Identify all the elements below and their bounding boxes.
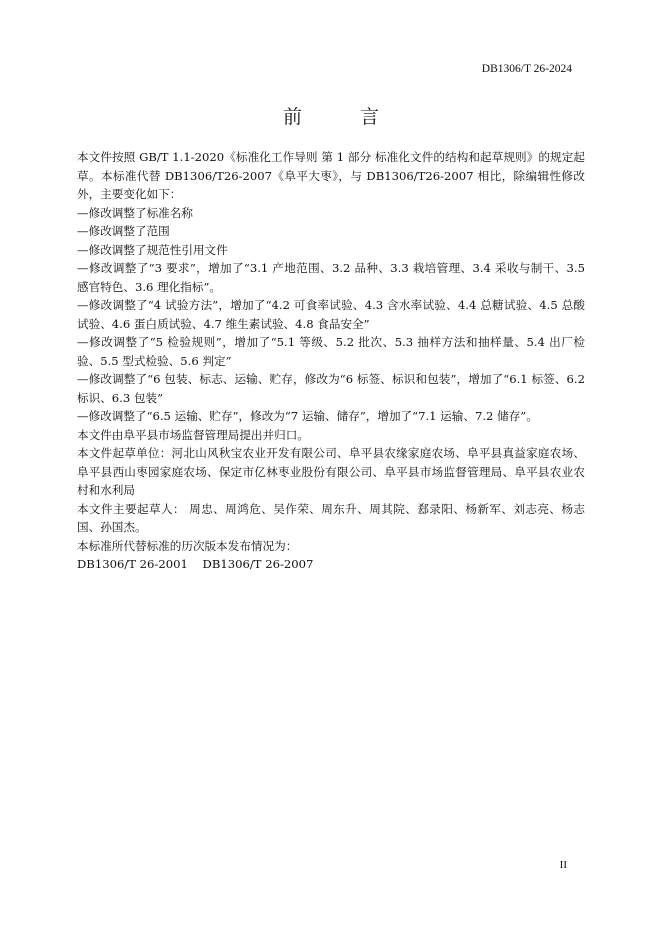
change-item-packaging: —修改调整了“6 包装、标志、运输、贮存，修改为“6 标签、标识和包装”，增加了“6.1 标签、6.2 标识、6.3 包装”: [77, 372, 585, 405]
page-number: II: [559, 859, 567, 871]
paragraph-proposer: 本文件由阜平县市场监督管理局提出并归口。: [77, 427, 309, 442]
page-title: 前 言: [282, 106, 406, 128]
foreword-body: [77, 148, 585, 574]
standard-code-header: DB1306/T 26-2024: [481, 63, 572, 75]
change-item-test-methods: —修改调整了“4 试验方法”，增加了“4.2 可食率试验、4.3 含水率试验、4.4 总糖试验、4.5 总酸试验、4.6 蛋白质试验、4.7 维生素试验、4.8 食品安全”: [77, 298, 585, 331]
change-item-references: —修改调整了规范性引用文件: [77, 242, 228, 257]
paragraph-history-intro: 本标准所代替标准的历次版本发布情况为：: [77, 538, 298, 553]
change-item-scope: —修改调整了范围: [77, 224, 170, 238]
paragraph-drafting-units: 本文件起草单位：河北山风秋宝农业开发有限公司、阜平县农缘家庭农场、阜平县真益家庭农场、阜平县西山枣园家庭农场、保定市亿林枣业股份有限公司、阜平县市场监督管理局、阜平县农业农村和水利局: [77, 446, 585, 497]
change-item-requirements: —修改调整了“3 要求”，增加了“3.1 产地范围、3.2 品种、3.3 栽培管理、3.4 采收与制干、3.5 感官特色、3.6 理化指标”。: [77, 261, 585, 294]
change-item-transport: —修改调整了“6.5 运输、贮存”，修改为“7 运输、储存”，增加了“7.1 运输、7.2 储存”。: [77, 409, 538, 423]
paragraph-drafters: 本文件主要起草人： 周忠、周鸿危、吴作荣、周东升、周其院、郄录阳、杨新军、刘志亮、杨志国、孙国杰。: [77, 501, 585, 534]
change-item-name: —修改调整了标准名称: [77, 205, 193, 220]
paragraph-history-versions: DB1306/T 26-2001 DB1306/T 26-2007: [77, 557, 314, 571]
change-item-inspection-rules: —修改调整了“5 检验规则”，增加了“5.1 等级、5.2 批次、5.3 抽样方法和抽样量、5.4 出厂检验、5.5 型式检验、5.6 判定”: [77, 335, 585, 368]
paragraph-intro: 本文件按照 GB/T 1.1-2020《标准化工作导则 第 1 部分 标准化文件的结构和起草规则》的规定起草。本标准代替 DB1306/T26-2007《阜平大枣》，与 DB1306/T26-2007 相比，除编辑性修改外，主要变化如下：: [77, 150, 585, 201]
